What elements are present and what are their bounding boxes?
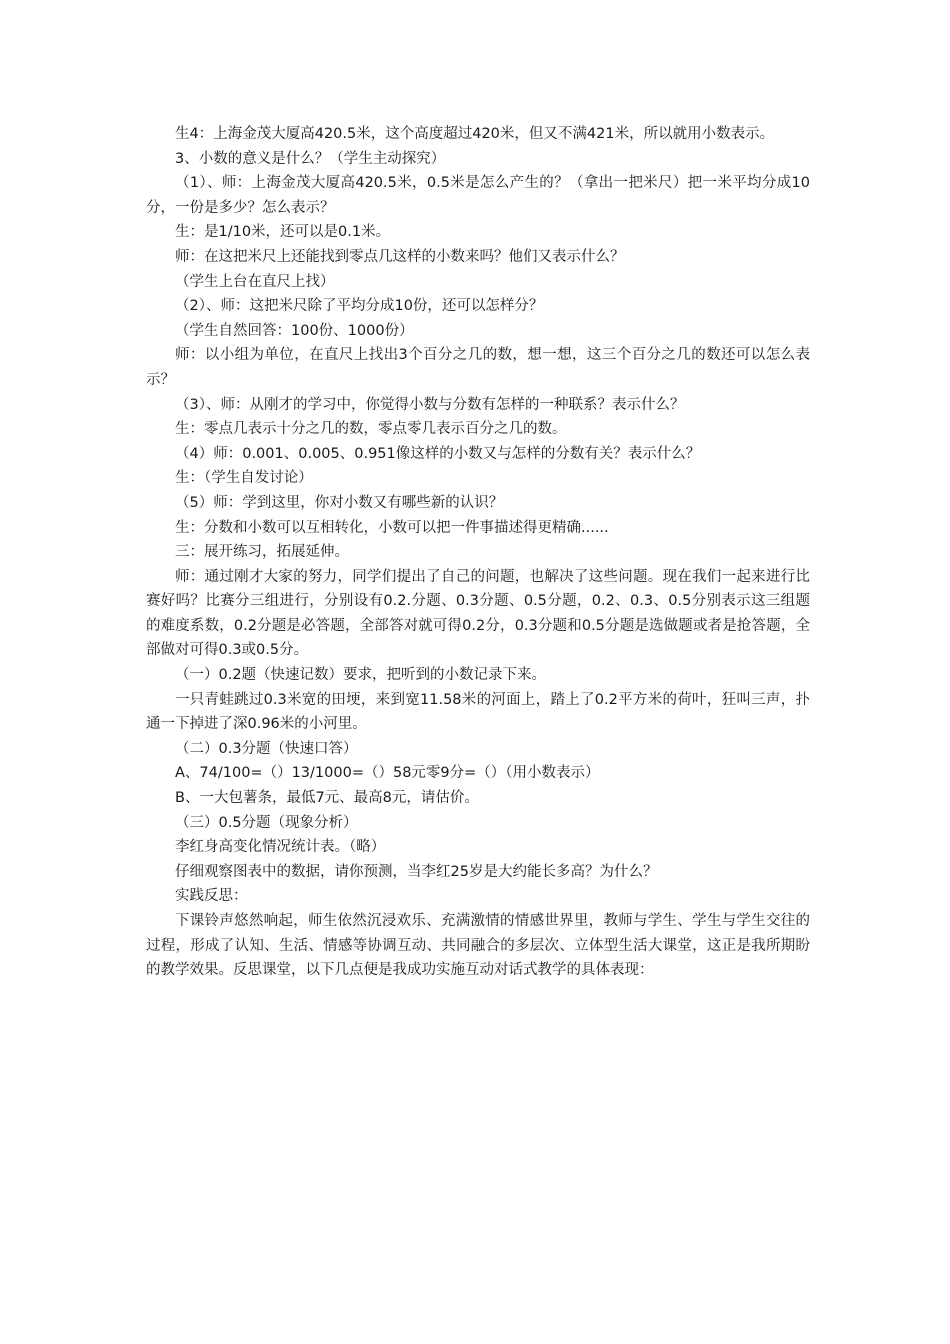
paragraph: 师：在这把米尺上还能找到零点几这样的小数来吗？他们又表示什么？ [175, 248, 625, 265]
paragraph: 仔细观察图表中的数据，请你预测，当李红25岁是大约能长多高？为什么？ [175, 863, 658, 880]
paragraph: 3、小数的意义是什么？（学生主动探究） [175, 150, 446, 167]
paragraph: （2）、师：这把米尺除了平均分成10份，还可以怎样分？ [175, 298, 544, 315]
paragraph: （3）、师：从刚才的学习中，你觉得小数与分数有怎样的一种联系？表示什么？ [175, 396, 685, 413]
document-body [146, 122, 810, 983]
paragraph: （二）0.3分题（快速口答） [175, 740, 358, 757]
paragraph: 师：通过刚才大家的努力，同学们提出了自己的问题，也解决了这些问题。现在我们一起来进行比赛好吗？比赛分三组进行，分别设有0.2.分题、0.3分题、0.5分题，0.2、0.3、0.5分别表示这三组题的难度系数，0.2分题是必答题，全部答对就可得0.2分，0.3分题和0.5分题是选做题或者是抢答题，全部做对可得0.3或0.5分。 [146, 568, 810, 659]
paragraph: A、74/100=（）13/1000=（）58元零9分=（）（用小数表示） [175, 765, 600, 782]
paragraph: 师：以小组为单位，在直尺上找出3个百分之几的数，想一想，这三个百分之几的数还可以怎么表示？ [146, 347, 810, 388]
paragraph: （一）0.2题（快速记数）要求，把听到的小数记录下来。 [175, 667, 547, 684]
paragraph: 生：（学生自发讨论） [175, 470, 313, 487]
section-heading: 三：展开练习，拓展延伸。 [175, 544, 349, 561]
section-heading: 实践反思： [175, 888, 248, 905]
paragraph: （1）、师：上海金茂大厦高420.5米，0.5米是怎么产生的？（拿出一把米尺）把一米平均分成10分，一份是多少？怎么表示？ [146, 175, 810, 216]
paragraph: （学生自然回答：100份、1000份） [175, 322, 414, 339]
paragraph: （4）师：0.001、0.005、0.951像这样的小数又与怎样的分数有关？表示什么？ [175, 445, 701, 462]
paragraph: 生：分数和小数可以互相转化，小数可以把一件事描述得更精确...... [175, 519, 609, 536]
paragraph: 生：零点几表示十分之几的数，零点零几表示百分之几的数。 [175, 421, 567, 438]
paragraph: （学生上台在直尺上找） [175, 273, 335, 290]
paragraph: （5）师：学到这里，你对小数又有哪些新的认识？ [175, 494, 504, 511]
paragraph: B、一大包薯条，最低7元、最高8元，请估价。 [175, 790, 479, 807]
paragraph: 一只青蛙跳过0.3米宽的田埂，来到宽11.58米的河面上，踏上了0.2平方米的荷叶，狂叫三声，扑通一下掉进了深0.96米的小河里。 [146, 691, 810, 733]
paragraph: 李红身高变化情况统计表。（略） [175, 839, 386, 856]
paragraph: 下课铃声悠然响起，师生依然沉浸欢乐、充满激情的情感世界里，教师与学生、学生与学生交往的过程，形成了认知、生活、情感等协调互动、共同融合的多层次、立体型生活大课堂，这正是我所期盼的教学效果。反思课堂，以下几点便是我成功实施互动对话式教学的具体表现： [146, 913, 810, 979]
paragraph: 生：是1/10米，还可以是0.1米。 [175, 224, 391, 241]
paragraph: 生4：上海金茂大厦高420.5米，这个高度超过420米，但又不满421米，所以就用小数表示。 [175, 126, 775, 142]
paragraph: （三）0.5分题（现象分析） [175, 814, 358, 831]
